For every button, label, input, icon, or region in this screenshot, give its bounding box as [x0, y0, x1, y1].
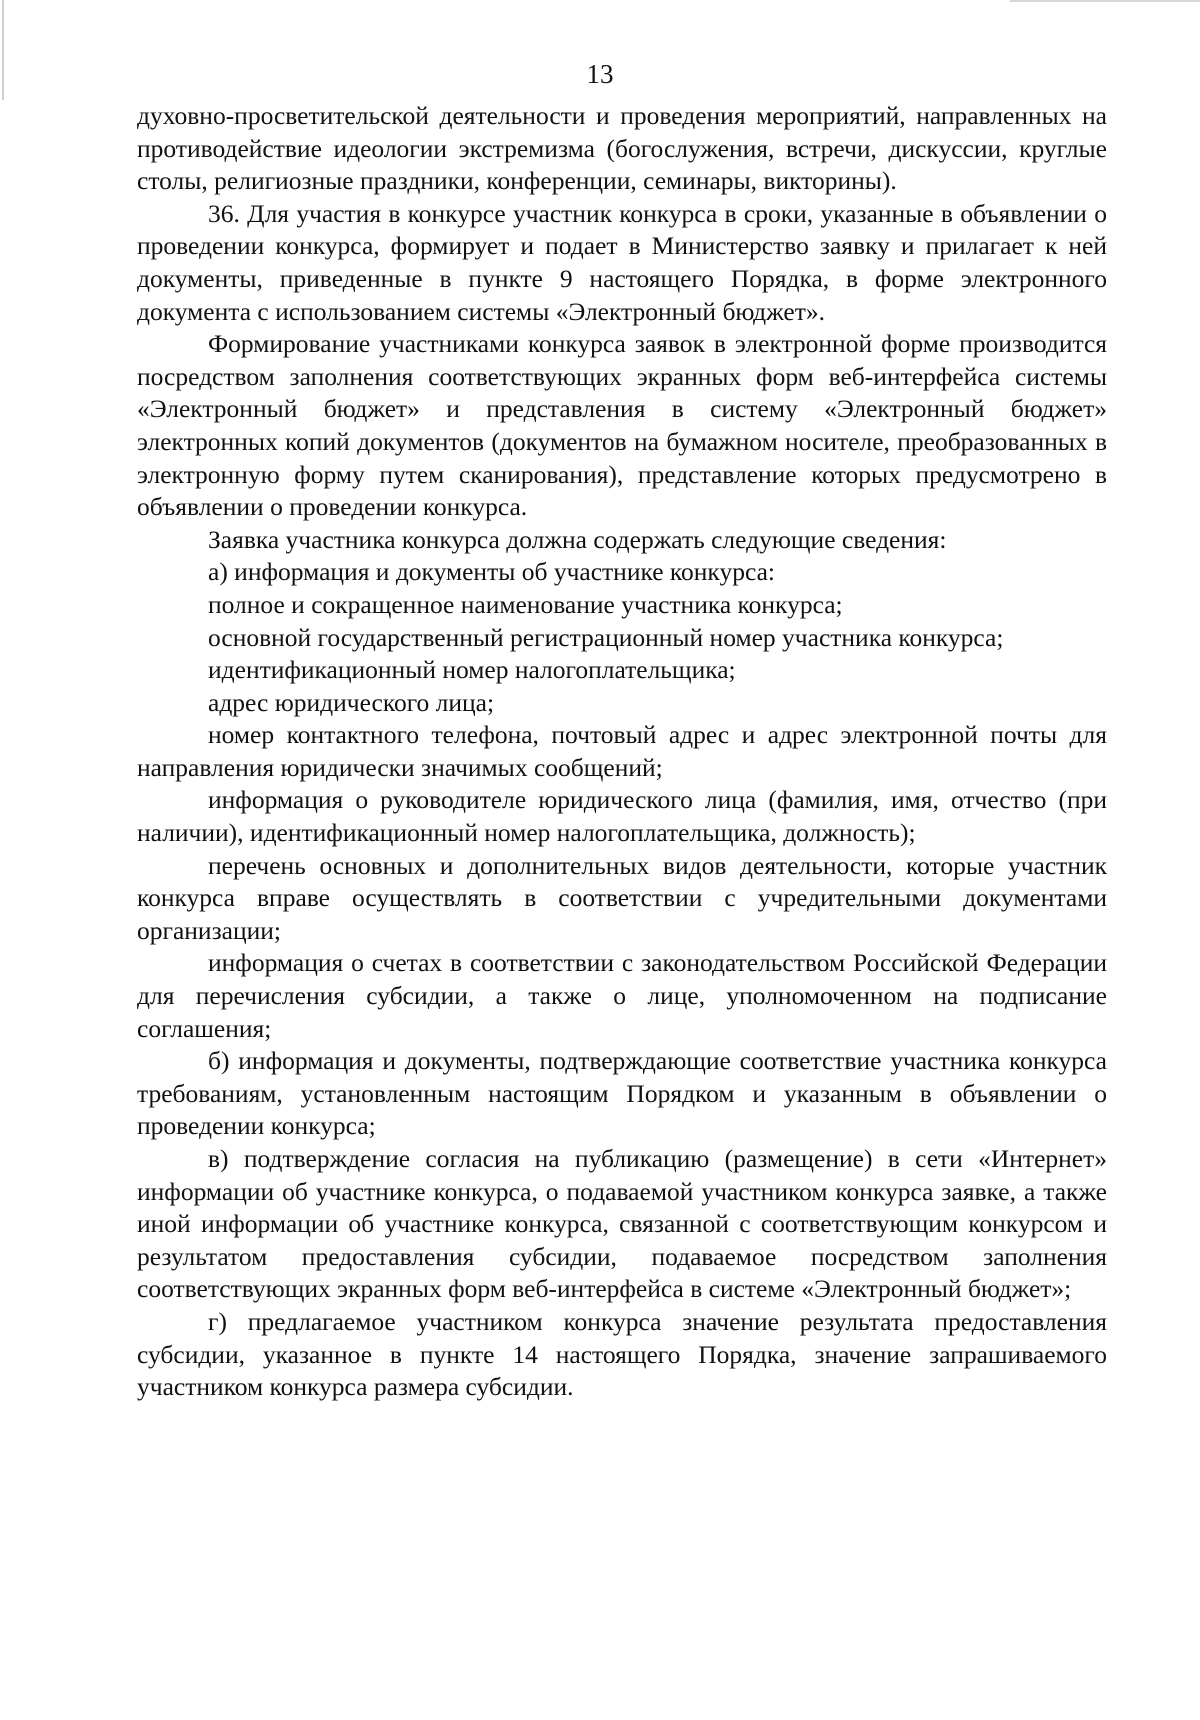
- paragraph-subitem-g: г) предлагаемое участником конкурса значение результата предоставления субсидии, указанное в пункте 14 настоящего Порядка, значение запрашиваемого участником конкурса размера субсидии.: [137, 1306, 1107, 1402]
- paragraph-ogrn: основной государственный регистрационный номер участника конкурса;: [208, 622, 1004, 652]
- paragraph-subitem-b: б) информация и документы, подтверждающие соответствие участника конкурса требованиям, установленным настоящим Порядком и указанным в объявлении о проведении конкурса;: [137, 1046, 1107, 1141]
- page-number: 13: [586, 59, 614, 89]
- paragraph-subitem-a: а) информация и документы об участнике конкурса:: [208, 557, 775, 587]
- paragraph-full-name: полное и сокращенное наименование участника конкурса;: [208, 589, 843, 619]
- paragraph-electronic-form: Формирование участниками конкурса заявок в электронной форме производится посредством заполнения соответствующих экранных форм веб-интерфейса системы «Электронный бюджет» и представления в систему «Электронный бюджет» электронных копий документов (документов на бумажном носителе, преобразованных в электронную форму путем сканирования), представление которых предусмотрено в объявлении о проведении конкурса.: [137, 329, 1107, 522]
- paragraph-activities: перечень основных и дополнительных видов деятельности, которые участник конкурса вправе осуществлять в соответствии с учредительными документами организации;: [137, 850, 1107, 945]
- document-body: [137, 100, 1107, 1404]
- paragraph-head-info: информация о руководителе юридического лица (фамилия, имя, отчество (при наличии), идентификационный номер налогоплательщика, должность);: [137, 785, 1107, 848]
- paragraph-accounts: информация о счетах в соответствии с законодательством Российской Федерации для перечисления субсидии, а также о лице, уполномоченном на подписание соглашения;: [137, 948, 1107, 1043]
- paragraph-application-contents: Заявка участника конкурса должна содержать следующие сведения:: [208, 524, 947, 554]
- paragraph-inn: идентификационный номер налогоплательщика;: [208, 655, 736, 685]
- scan-edge-top: [1010, 0, 1200, 2]
- paragraph-item-36: 36. Для участия в конкурсе участник конкурса в сроки, указанные в объявлении о проведении конкурса, формирует и подает в Министерство заявку и прилагает к ней документы, приведенные в пункте 9 настоящего Порядка, в форме электронного документа с использованием системы «Электронный бюджет».: [137, 198, 1107, 326]
- paragraph-subitem-v: в) подтверждение согласия на публикацию (размещение) в сети «Интернет» информации об участнике конкурса, о подаваемой участником конкурса заявке, а также иной информации об участнике конкурса, связанной с соответствующим конкурсом и результатом предоставления субсидии, подаваемое посредством заполнения соответствующих экранных форм веб-интерфейса в системе «Электронный бюджет»;: [137, 1144, 1107, 1304]
- paragraph-contacts: номер контактного телефона, почтовый адрес и адрес электронной почты для направления юридически значимых сообщений;: [137, 720, 1107, 782]
- paragraph-continuation: духовно-просветительской деятельности и проведения мероприятий, направленных на противодействие идеологии экстремизма (богослужения, встречи, дискуссии, круглые столы, религиозные праздники, конференции, семинары, викторины).: [137, 101, 1107, 196]
- paragraph-legal-address: адрес юридического лица;: [208, 687, 495, 717]
